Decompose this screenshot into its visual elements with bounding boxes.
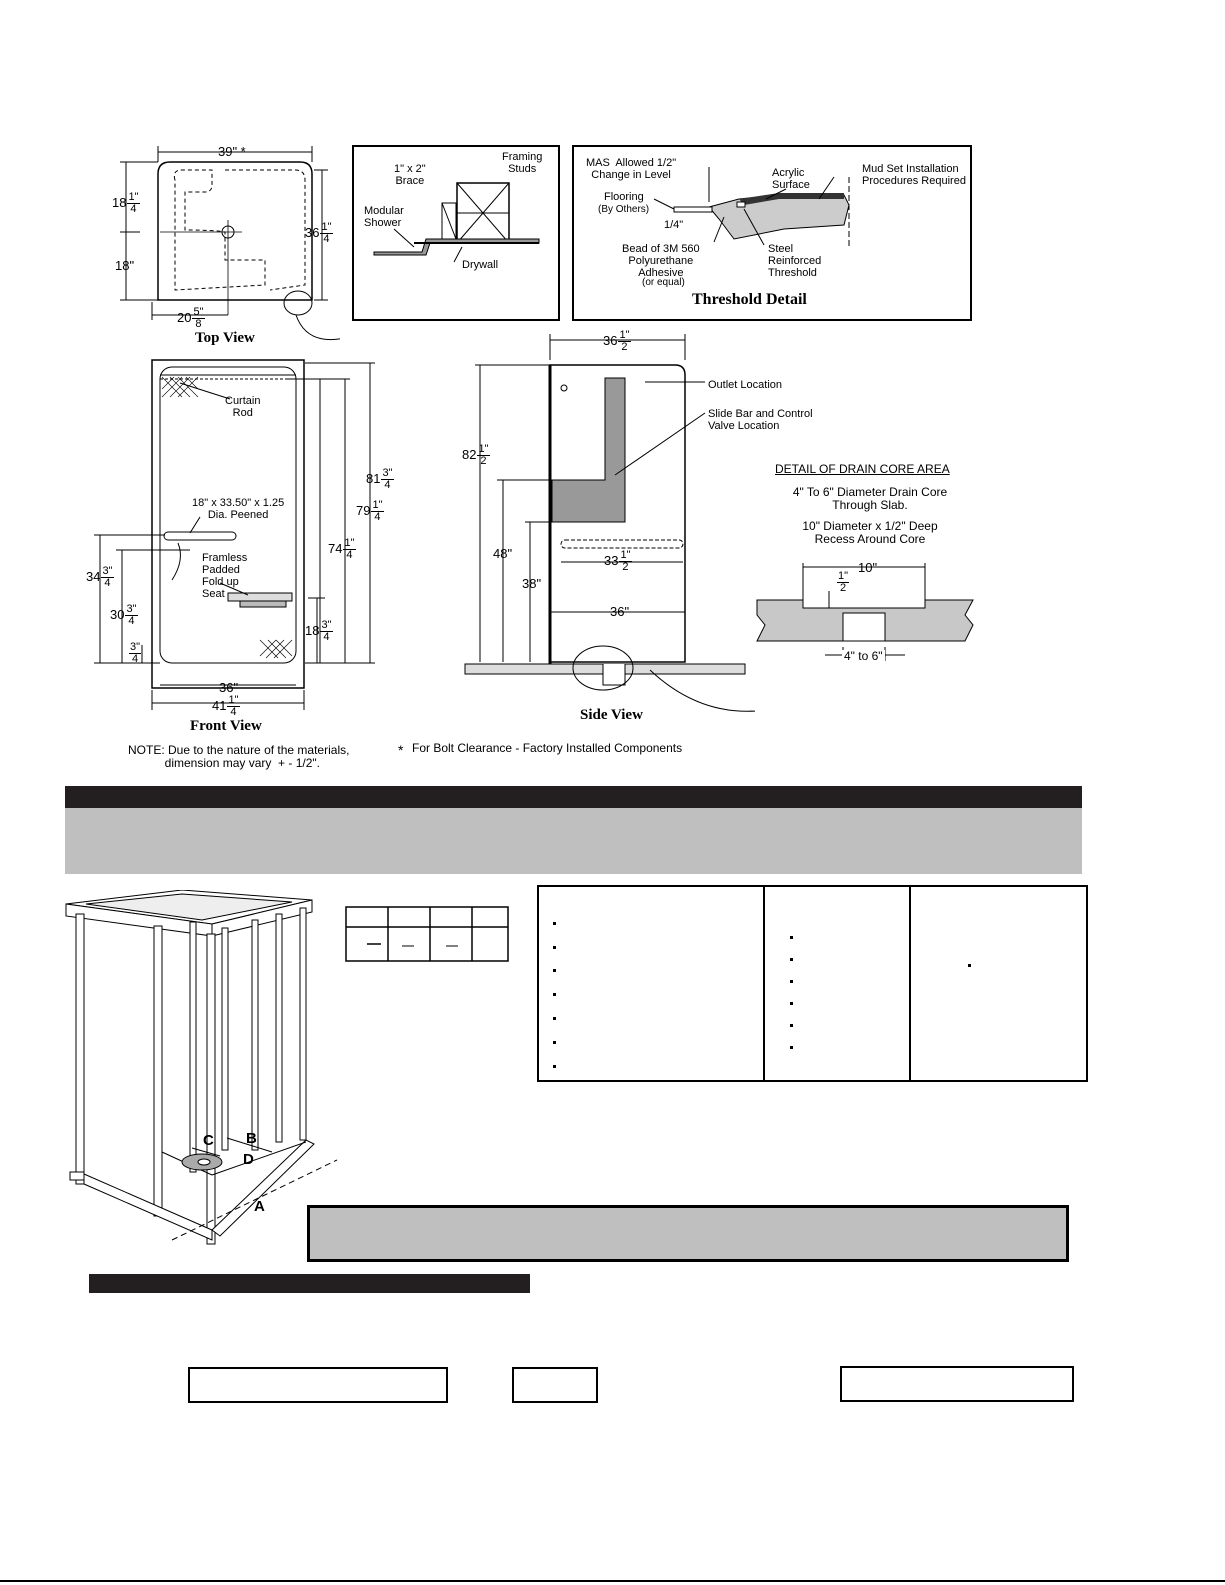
drain-line1: 4" To 6" Diameter Drain Core Through Slab. — [792, 485, 948, 512]
bottom-rule — [0, 1580, 1225, 1582]
h81-dim: 81 $\frac{3"}{4}$ — [366, 467, 393, 491]
top-left-lower-dim: 18" — [115, 258, 135, 273]
h79-dim: 79 $\frac{1"}{4}$ — [356, 499, 383, 523]
bullet — [790, 1024, 793, 1027]
seat-label: Framless Padded Fold up Seat — [202, 552, 248, 600]
bullet — [553, 969, 556, 972]
drain-line2: 10" Diameter x 1/2" Deep Recess Around Core — [802, 519, 938, 546]
drain-half-dim: $\frac{1"}{2}$ — [838, 570, 849, 594]
top-width-dim: 39" * — [218, 144, 246, 159]
bullet — [790, 1046, 793, 1049]
outlet-label: Outlet Location — [708, 379, 782, 391]
bead-label: Bead of 3M 560 Polyurethane Adhesive — [622, 243, 700, 279]
steel-label: Steel Reinforced Threshold — [768, 243, 822, 279]
side-width-dim: 36 $\frac{1"}{2}$ — [603, 329, 630, 353]
h38-dim: 38" — [522, 576, 542, 591]
drain-detail-title: DETAIL OF DRAIN CORE AREA — [775, 462, 950, 476]
h30-dim: 30 $\frac{3"}{4}$ — [110, 603, 137, 627]
bullet — [790, 980, 793, 983]
bullet — [790, 1002, 793, 1005]
h3-dim: $\frac{3"}{4}$ — [130, 641, 141, 665]
framing-label-b: B — [246, 1130, 257, 1147]
features-divider-1 — [763, 887, 765, 1080]
bullet — [553, 1017, 556, 1020]
section-header-bar — [65, 786, 1082, 808]
bullet — [790, 936, 793, 939]
h48-dim: 48" — [493, 546, 513, 561]
acrylic-label: Acrylic Surface — [772, 167, 810, 191]
side-view-caption: Side View — [580, 707, 643, 723]
w36-dim: 36" — [219, 680, 239, 695]
quarter-label: 1/4" — [664, 219, 684, 231]
mas-label: MAS Allowed 1/2" Change in Level — [586, 157, 677, 181]
drain-range-dim: 4" to 6" — [844, 649, 883, 663]
framing-label-c: C — [203, 1132, 214, 1149]
blank-field-2[interactable] — [512, 1367, 598, 1403]
section-gray-band — [65, 808, 1082, 874]
top-drain-offset-dim: 20 $\frac{5"}{8}$ — [177, 306, 204, 330]
threshold-title: Threshold Detail — [692, 291, 807, 308]
features-divider-2 — [909, 887, 911, 1080]
by-others-label: (By Others) — [598, 204, 650, 215]
flooring-label: Flooring — [604, 191, 644, 203]
lower-header-bar — [89, 1274, 530, 1293]
w33-dim: 33 $\frac{1"}{2}$ — [604, 549, 631, 573]
studs-label: Framing Studs — [502, 151, 543, 175]
drywall-label: Drywall — [462, 259, 499, 271]
features-table — [537, 885, 1088, 1082]
asterisk-mark: * — [398, 742, 404, 758]
curtain-rod-label: Curtain Rod — [225, 395, 261, 419]
bullet — [553, 1065, 556, 1068]
bullet — [968, 964, 971, 967]
h74-dim: 74 $\frac{1"}{4}$ — [328, 537, 355, 561]
h18-dim: 18 $\frac{3"}{4}$ — [305, 619, 332, 643]
top-left-upper-dim: 18 $\frac{1"}{4}$ — [112, 191, 139, 215]
side-w36-dim: 36" — [610, 604, 630, 619]
h82-dim: 82 $\frac{1"}{2}$ — [462, 443, 489, 467]
top-view-drawing — [100, 140, 340, 360]
bullet — [553, 1041, 556, 1044]
shower-label: Modular Shower — [364, 205, 404, 229]
threshold-detail-box — [572, 145, 972, 321]
top-depth-dim: 36 $\frac{1"}{4}$ — [305, 221, 332, 245]
framing-label-a: A — [254, 1198, 265, 1215]
bolt-note: For Bolt Clearance - Factory Installed Components — [412, 741, 683, 755]
mudset-label: Mud Set Installation Procedures Required — [862, 163, 966, 187]
h34-dim: 34 $\frac{3"}{4}$ — [86, 565, 113, 589]
framing-drawing — [62, 890, 347, 1260]
blank-field-3[interactable] — [840, 1366, 1074, 1402]
materials-note: NOTE: Due to the nature of the materials, dimension may vary + - 1/2". — [128, 743, 350, 770]
framing-label-d: D — [243, 1151, 254, 1168]
brace-label: 1" x 2" Brace — [394, 163, 426, 187]
or-equal-label: (or equal) — [642, 277, 685, 288]
bullet — [553, 993, 556, 996]
dimension-table — [345, 906, 510, 964]
wall-detail-box — [352, 145, 560, 321]
gray-callout-box — [307, 1205, 1069, 1262]
slide-bar-label: Slide Bar and Control Valve Location — [708, 408, 813, 432]
blank-field-1[interactable] — [188, 1367, 448, 1403]
w41-dim: 41 $\frac{1"}{4}$ — [212, 694, 239, 718]
bullet — [790, 958, 793, 961]
bullet — [553, 922, 556, 925]
grab-bar-label: 18" x 33.50" x 1.25 Dia. Peened — [192, 497, 285, 521]
drain-ten-dim: 10" — [858, 560, 878, 575]
top-view-caption: Top View — [195, 330, 255, 346]
bullet — [553, 946, 556, 949]
front-view-caption: Front View — [190, 718, 262, 734]
